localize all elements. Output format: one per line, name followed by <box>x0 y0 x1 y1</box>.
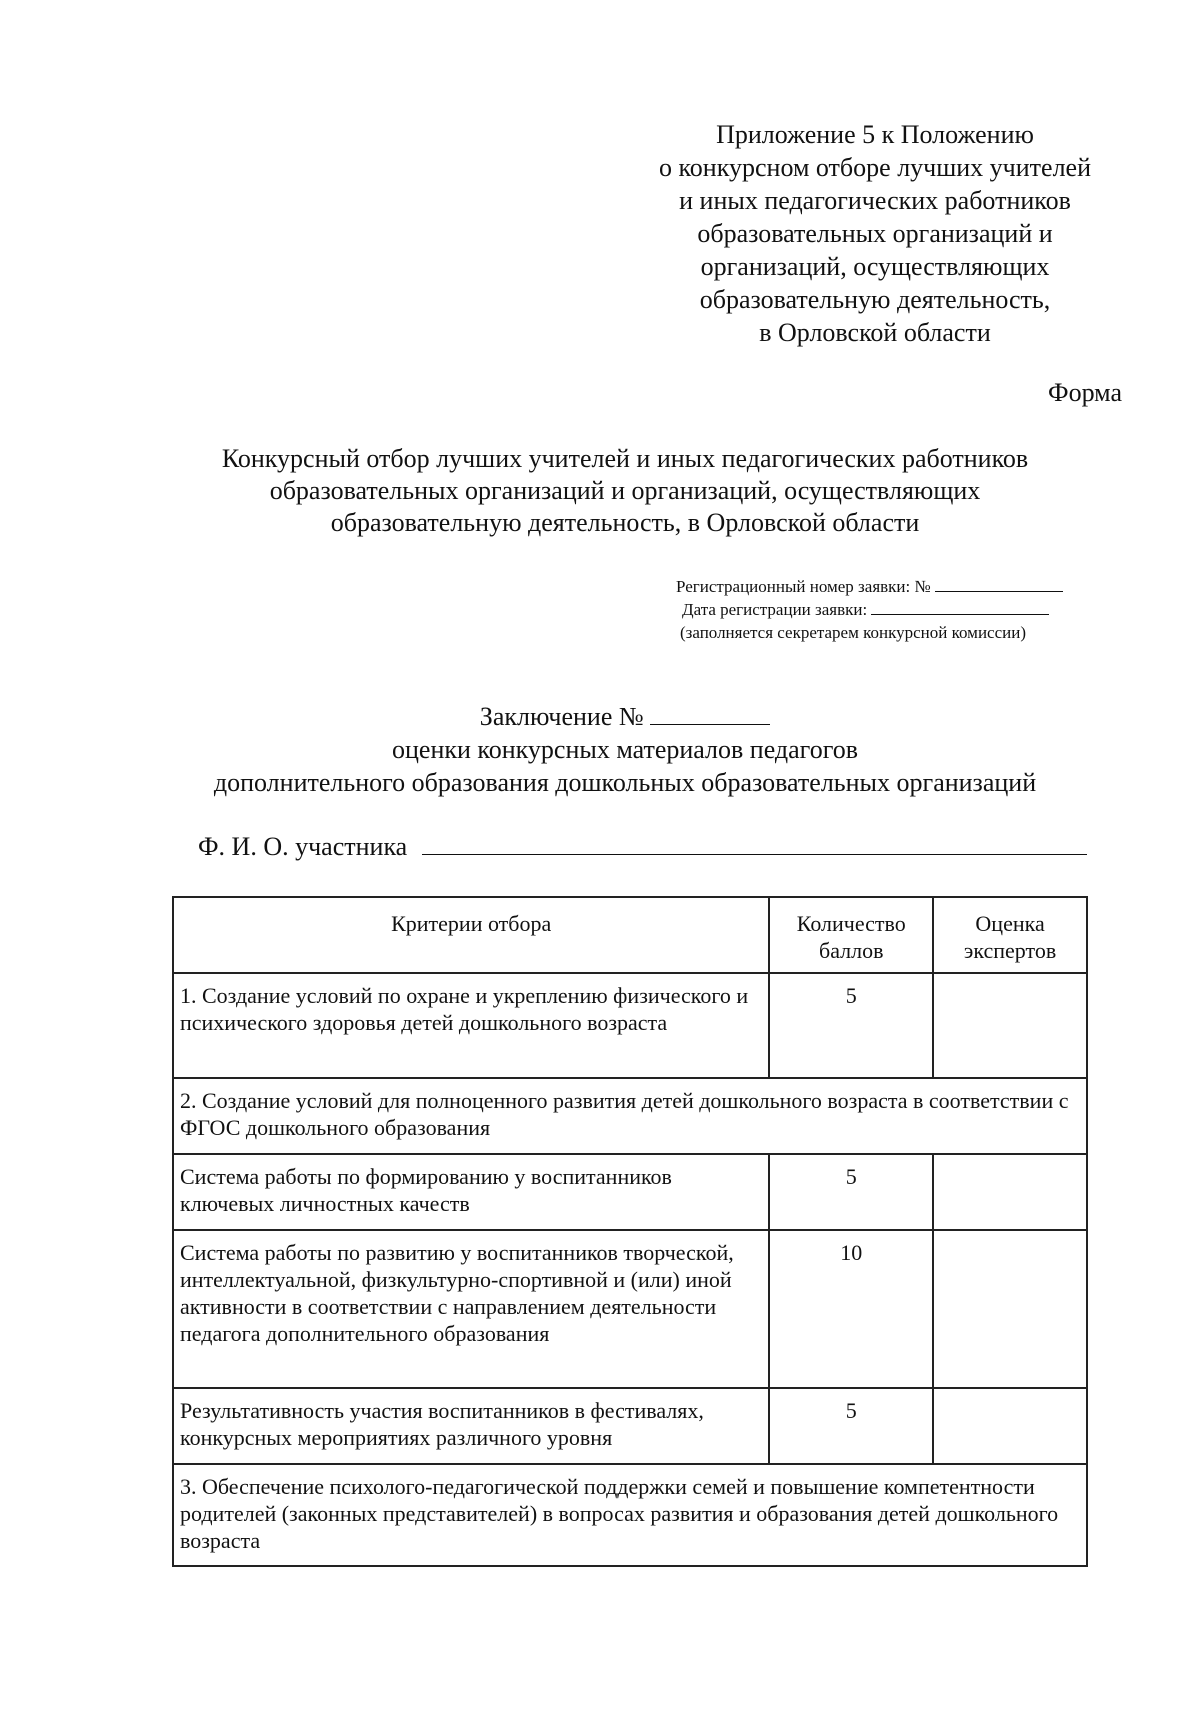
conclusion-line: оценки конкурсных материалов педагогов <box>392 735 858 764</box>
document-title <box>150 443 1100 539</box>
criteria-table <box>172 896 1088 1567</box>
conclusion-line: дополнительного образования дошкольных образовательных организаций <box>213 768 1037 797</box>
expert-score-cell[interactable] <box>933 1154 1087 1230</box>
points-cell: 10 <box>769 1230 933 1388</box>
participant-row <box>198 832 1087 862</box>
expert-score-cell[interactable] <box>933 1388 1087 1464</box>
section-cell: 2. Создание условий для полноценного развития детей дошкольного возраста в соответствии с ФГОС дошкольного образования <box>173 1078 1087 1154</box>
title-line: образовательную деятельность, в Орловской области <box>330 508 920 537</box>
header-expert: Оценка экспертов <box>933 897 1087 973</box>
conclusion-heading <box>150 700 1100 799</box>
appendix-line: в Орловской области <box>759 318 991 347</box>
expert-score-cell[interactable] <box>933 1230 1087 1388</box>
table-row <box>173 1154 1087 1230</box>
registration-number-row <box>676 575 1063 598</box>
appendix-line: о конкурсном отборе лучших учителей <box>659 153 1091 182</box>
points-cell: 5 <box>769 1154 933 1230</box>
section-cell: 3. Обеспечение психолого-педагогической поддержки семей и повышение компетентности родителей (законных представителей) в вопросах развития и образования детей дошкольного возраста <box>173 1464 1087 1566</box>
registration-block <box>676 575 1063 644</box>
registration-number-label: Регистрационный номер заявки: № <box>676 577 931 596</box>
title-line: Конкурсный отбор лучших учителей и иных педагогических работников <box>221 444 1029 473</box>
appendix-line: образовательную деятельность, <box>699 285 1051 314</box>
table-row <box>173 1388 1087 1464</box>
conclusion-number-field[interactable] <box>650 723 770 725</box>
table-header-row <box>173 897 1087 973</box>
appendix-line: и иных педагогических работников <box>679 186 1071 215</box>
registration-note: (заполняется секретарем конкурсной комиссии) <box>680 623 1026 642</box>
expert-score-cell[interactable] <box>933 973 1087 1078</box>
registration-date-row <box>676 598 1063 621</box>
criterion-cell: Система работы по развитию у воспитанников творческой, интеллектуальной, физкультурно-спортивной и (или) иной активности в соответствии с направлением деятельности педагога дополнительного образования <box>173 1230 769 1388</box>
conclusion-title-row <box>150 700 1100 733</box>
title-line: образовательных организаций и организаций, осуществляющих <box>269 476 981 505</box>
criterion-cell: 1. Создание условий по охране и укреплению физического и психического здоровья детей дошкольного возраста <box>173 973 769 1078</box>
registration-date-field[interactable] <box>871 613 1049 615</box>
table-row <box>173 1230 1087 1388</box>
table-section-row <box>173 1464 1087 1566</box>
registration-number-field[interactable] <box>935 590 1063 592</box>
table-row <box>173 973 1087 1078</box>
conclusion-title: Заключение № <box>479 702 644 731</box>
participant-name-field[interactable] <box>422 853 1087 855</box>
registration-date-label: Дата регистрации заявки: <box>682 600 868 619</box>
appendix-line: Приложение 5 к Положению <box>716 120 1034 149</box>
form-label: Форма <box>1048 378 1122 407</box>
points-cell: 5 <box>769 973 933 1078</box>
points-cell: 5 <box>769 1388 933 1464</box>
header-criteria: Критерии отбора <box>173 897 769 973</box>
appendix-heading <box>640 118 1110 349</box>
criterion-cell: Система работы по формированию у воспитанников ключевых личностных качеств <box>173 1154 769 1230</box>
appendix-line: организаций, осуществляющих <box>700 252 1050 281</box>
appendix-line: образовательных организаций и <box>697 219 1053 248</box>
participant-label: Ф. И. О. участника <box>198 832 408 861</box>
table-section-row <box>173 1078 1087 1154</box>
criterion-cell: Результативность участия воспитанников в фестивалях, конкурсных мероприятиях различного уровня <box>173 1388 769 1464</box>
header-points: Количество баллов <box>769 897 933 973</box>
